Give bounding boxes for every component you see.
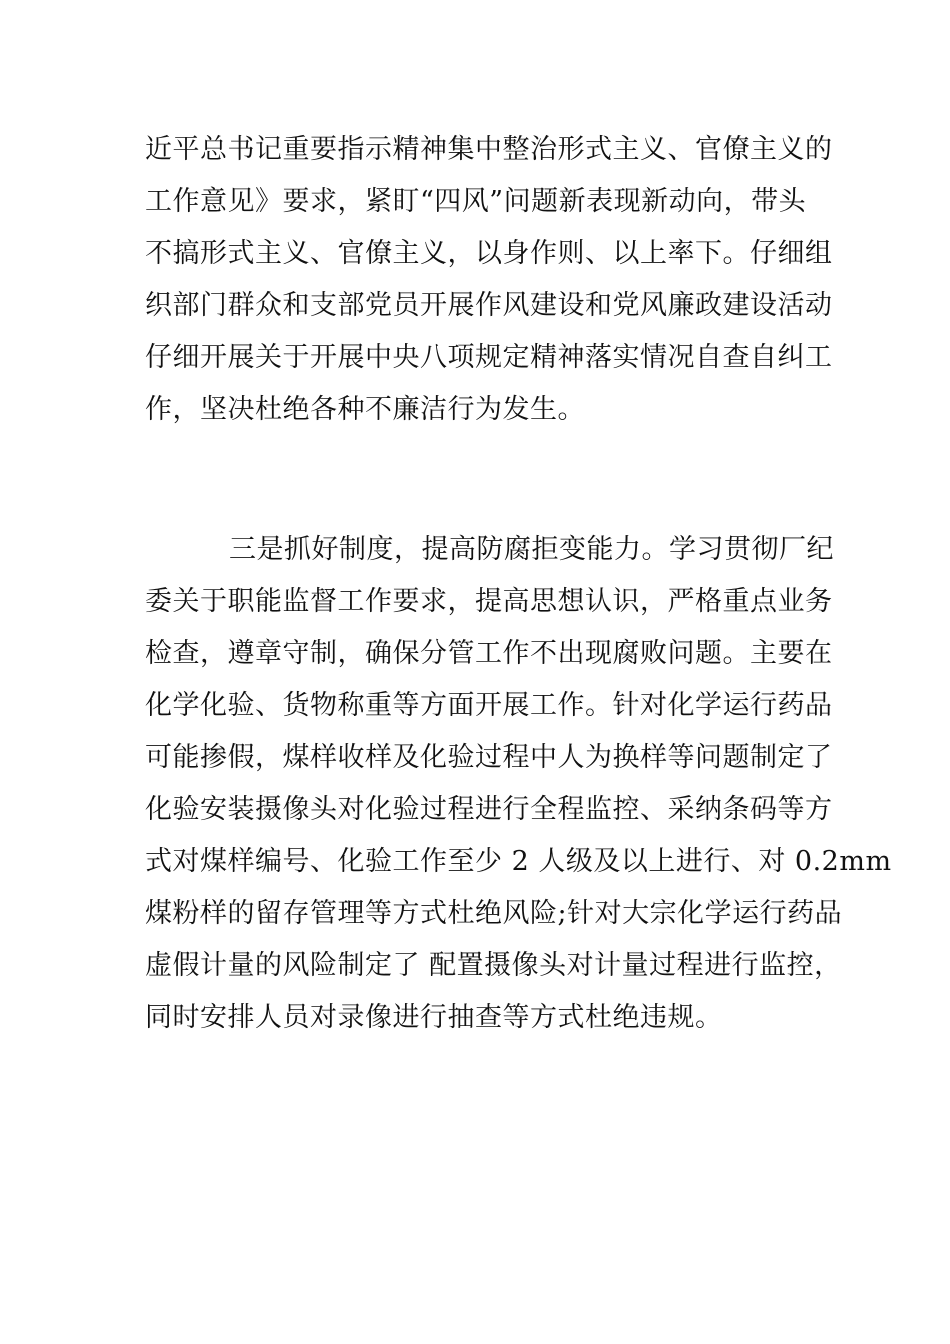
text-line: 作，坚决杜绝各种不廉洁行为发生。 <box>145 394 585 425</box>
text-line: 可能掺假，煤样收样及化验过程中人为换样等问题制定了 <box>145 742 833 773</box>
text-line: 近平总书记重要指示精神集中整治形式主义、官僚主义的 <box>145 134 833 165</box>
paragraph-continuation <box>145 124 833 436</box>
text-line: 不搞形式主义、官僚主义，以身作则、以上率下。仔细组 <box>145 238 833 269</box>
text-line-indented: 三是抓好制度，提高防腐拒变能力。学习贯彻厂纪 <box>229 534 834 565</box>
text-line: 化验安装摄像头对化验过程进行全程监控、采纳条码等方 <box>145 794 833 825</box>
text-line: 同时安排人员对录像进行抽查等方式杜绝违规。 <box>145 1002 723 1033</box>
text-line: 工作意见》要求，紧盯“四风”问题新表现新动向，带头 <box>145 186 807 217</box>
paragraph-system-building <box>145 524 892 1044</box>
text-line: 虚假计量的风险制定了 配置摄像头对计量过程进行监控， <box>145 950 842 981</box>
text-line: 式对煤样编号、化验工作至少 2 人级及以上进行、对 0.2mm <box>145 846 892 877</box>
text-line: 检查，遵章守制，确保分管工作不出现腐败问题。主要在 <box>145 638 833 669</box>
text-line: 仔细开展关于开展中央八项规定精神落实情况自查自纠工 <box>145 342 833 373</box>
text-line: 煤粉样的留存管理等方式杜绝风险;针对大宗化学运行药品 <box>145 898 843 929</box>
text-line: 织部门群众和支部党员开展作风建设和党风廉政建设活动 <box>145 290 833 321</box>
text-line: 委关于职能监督工作要求，提高思想认识，严格重点业务 <box>145 586 833 617</box>
text-line: 化学化验、货物称重等方面开展工作。针对化学运行药品 <box>145 690 833 721</box>
